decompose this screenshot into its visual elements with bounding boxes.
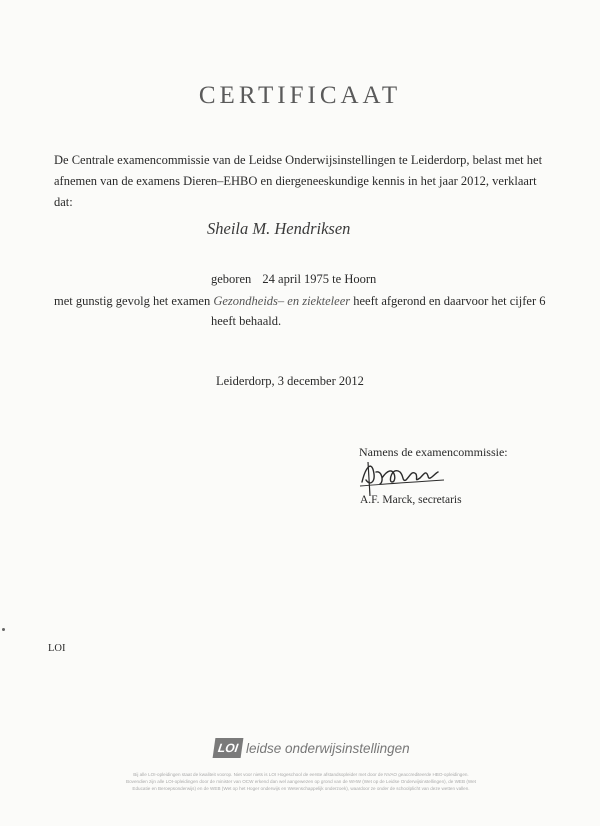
on-behalf-label: Namens de examencommissie: [359,445,508,459]
loi-logo-text: leidse onderwijsinstellingen [246,740,410,756]
fine-print-line-3: Educatie en Beroepsonderwijs) en de WEB (Wet op het Hoger onderwijs en Wetenschappelijk onderzoek), waardoor ze onder de schoolplicht van deze wetten vallen. [132,786,470,791]
footer-fine-print [70,771,532,792]
birth-value: 24 april 1975 te Hoorn [262,272,377,286]
loi-logo [214,738,410,758]
fine-print-line-2: Bovendien zijn alle LOI-opleidingen door de minister van OCW erkend dan wel aangewezen op grond van de WHW (Wet op de Leidse Onderwijsinstellingen), de WEB (Wet [126,779,476,784]
intro-line-1: De Centrale examencommissie van de Leidse Onderwijsinstellingen te Leiderdorp, belast met het [54,153,543,167]
certificate-title: CERTIFICAAT [198,82,402,109]
exam-line-2: heeft behaald. [211,314,282,328]
birth-label: geboren [211,272,252,286]
exam-suffix: heeft afgerond en daarvoor het cijfer 6 [353,294,546,308]
signature-icon [354,452,464,498]
intro-text [54,150,554,213]
scan-speck [2,628,5,631]
place-date: Leiderdorp, 3 december 2012 [216,374,364,388]
exam-prefix: met gunstig gevolg het examen [54,294,211,308]
birth-line [211,272,376,287]
exam-line [54,294,546,309]
intro-line-2: afnemen van de examens Dieren–EHBO en diergeneeskundige kennis in het jaar 2012, verklaart dat: [54,174,537,209]
page-mark: LOI [48,643,66,654]
candidate-name: Sheila M. Hendriksen [207,219,351,238]
signatory-name: A.F. Marck, secretaris [360,494,462,506]
exam-subject: Gezondheids– en ziekteleer [213,294,351,308]
loi-logo-badge: LOI [213,738,244,758]
fine-print-line-1: Bij alle LOI-opleidingen staat de kwaliteit voorop. Niet voor niets is LOI Hogeschool de eerste afstandsopleider met door de NVAO geaccrediteerde HBO-opleidingen. [133,772,469,777]
